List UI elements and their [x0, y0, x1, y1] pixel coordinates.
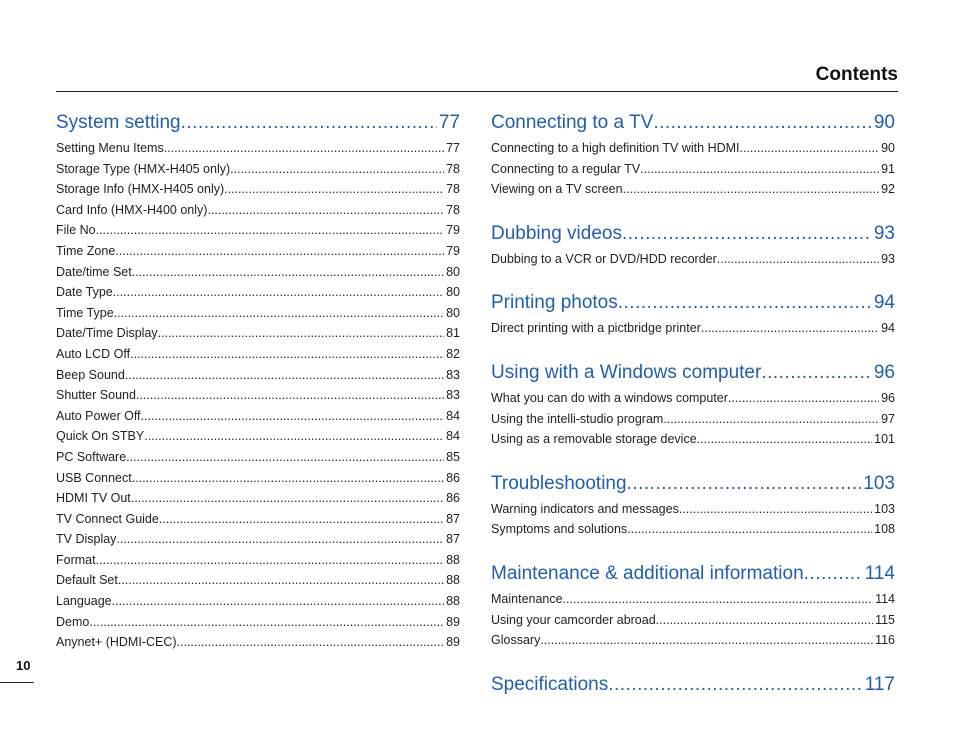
toc-entry-label: Setting Menu Items [56, 141, 164, 155]
toc-entry-label: File No. [56, 223, 100, 238]
toc-entry-label: Auto Power Off [56, 408, 141, 423]
toc-entry-link[interactable] [491, 429, 895, 450]
dot-leader [563, 589, 873, 610]
toc-section-page: 77 [438, 112, 460, 133]
toc-entry-link[interactable] [56, 323, 460, 344]
toc-entry-page: 80 [446, 305, 460, 320]
toc-entry-page: 83 [446, 388, 460, 403]
toc-section-page: 90 [873, 112, 895, 133]
toc-entry-page: 92 [881, 182, 895, 197]
toc-entry-page: 108 [874, 522, 895, 537]
dot-leader [144, 426, 444, 447]
toc-entry-label: Using your camcorder abroad [491, 612, 656, 627]
toc-entry-page: 101 [874, 432, 895, 447]
dot-leader [804, 561, 863, 587]
toc-entry-link[interactable] [56, 406, 460, 427]
toc-entry-link[interactable] [56, 241, 460, 262]
toc-section-title: Maintenance & additional information [491, 562, 804, 584]
toc-section-heading-link[interactable] [491, 561, 895, 587]
toc-entry-page: 114 [875, 591, 895, 606]
dot-leader [207, 200, 444, 221]
toc-entry-link[interactable] [491, 159, 895, 180]
toc-entry-page: 87 [446, 532, 460, 547]
toc-entry-label: Date/Time Display [56, 326, 158, 341]
toc-entry-link[interactable] [491, 610, 895, 631]
toc-entry-label: Card Info (HMX-H400 only) [56, 202, 208, 217]
toc-entry-page: 80 [446, 264, 460, 279]
dot-leader [130, 344, 444, 365]
toc-entry-link[interactable] [491, 249, 895, 270]
toc-section-printing-photos [491, 290, 895, 339]
header-rule [56, 91, 898, 92]
toc-entry-link[interactable] [56, 282, 460, 303]
toc-entry-page: 84 [446, 429, 460, 444]
dot-leader [118, 570, 444, 591]
toc-entry-page: 103 [874, 501, 895, 516]
toc-entry-label: PC Software [56, 449, 127, 464]
toc-entry-label: Default Set [56, 573, 118, 588]
toc-entry-label: Symptoms and solutions [491, 522, 628, 537]
toc-section-page: 117 [864, 673, 895, 695]
toc-entry-list [56, 138, 460, 653]
toc-section-page: 96 [873, 361, 895, 383]
toc-entry-page: 86 [446, 470, 460, 485]
toc-section-system-setting [56, 110, 460, 653]
toc-entry-label: TV Display [56, 532, 117, 547]
toc-entry-page: 87 [446, 511, 460, 526]
toc-entry-page: 84 [446, 408, 460, 423]
dot-leader [623, 179, 880, 200]
toc-entry-link[interactable] [56, 426, 460, 447]
toc-entry-label: Glossary [491, 633, 541, 648]
dot-leader [158, 323, 444, 344]
dot-leader [99, 220, 444, 241]
toc-entry-link[interactable] [491, 589, 895, 610]
dot-leader [697, 429, 872, 450]
toc-entry-link[interactable] [56, 220, 460, 241]
toc-entry-label: TV Connect Guide [56, 511, 159, 526]
toc-entry-page: 89 [446, 614, 460, 629]
toc-entry-label: Connecting to a high definition TV with HDMI [491, 141, 740, 155]
toc-entry-page: 83 [446, 367, 460, 382]
toc-section-title: Connecting to a TV [491, 112, 654, 133]
toc-section-heading-link[interactable] [491, 221, 895, 247]
toc-entry-link[interactable] [56, 159, 460, 180]
toc-entry-page: 78 [446, 182, 460, 197]
page-number-box [0, 652, 34, 683]
toc-entry-label: Auto LCD Off [56, 346, 131, 361]
toc-entry-link[interactable] [491, 388, 895, 409]
toc-entry-link[interactable] [56, 262, 460, 283]
toc-entry-page: 88 [446, 573, 460, 588]
toc-entry-label: Maintenance [491, 591, 563, 606]
dot-leader [656, 610, 873, 631]
toc-entry-page: 115 [875, 612, 895, 627]
toc-entry-page: 88 [446, 594, 460, 609]
toc-entry-label: Shutter Sound [56, 388, 136, 403]
toc-entry-page: 79 [446, 243, 460, 258]
dot-leader [761, 360, 872, 386]
toc-entry-list [491, 499, 895, 540]
toc-entry-page: 80 [446, 285, 460, 300]
toc-section-page: 114 [864, 562, 895, 584]
toc-entry-link[interactable] [491, 179, 895, 200]
toc-entry-link[interactable] [491, 409, 895, 430]
toc-section-title: Printing photos [491, 292, 618, 314]
toc-entry-link[interactable] [56, 385, 460, 406]
toc-entry-page: 86 [446, 491, 460, 506]
dot-leader [96, 550, 445, 571]
toc-entry-label: Anynet+ (HDMI-CEC) [56, 635, 177, 650]
toc-entry-link[interactable] [56, 365, 460, 386]
toc-entry-page: 116 [875, 633, 895, 648]
dot-leader [608, 672, 862, 698]
toc-section-title: Dubbing videos [491, 222, 622, 244]
toc-entry-link[interactable] [56, 612, 460, 633]
toc-section-title: Troubleshooting [491, 472, 627, 494]
toc-entry-label: Format [56, 552, 96, 567]
toc-entry-page: 78 [446, 161, 460, 176]
dot-leader [112, 591, 444, 612]
toc-left-column [56, 110, 460, 653]
toc-entry-label: Using as a removable storage device [491, 432, 697, 447]
dot-leader [113, 282, 444, 303]
toc-section-heading-link[interactable] [491, 110, 895, 136]
toc-entry-label: Date/time Set [56, 264, 132, 279]
dot-leader [640, 159, 879, 180]
toc-entry-link[interactable] [56, 179, 460, 200]
toc-entry-label: Storage Type (HMX-H405 only) [56, 161, 231, 176]
dot-leader [159, 509, 444, 530]
dot-leader [89, 612, 444, 633]
dot-leader [132, 262, 444, 283]
toc-entry-list [491, 589, 895, 651]
dot-leader [224, 179, 444, 200]
toc-section-troubleshooting [491, 471, 895, 540]
toc-entry-link[interactable] [56, 200, 460, 221]
dot-leader [132, 468, 444, 489]
toc-entry-page: 88 [446, 552, 460, 567]
toc-entry-link[interactable] [56, 529, 460, 550]
dot-leader [116, 529, 444, 550]
toc-section-title: Specifications [491, 673, 609, 695]
dot-leader [701, 318, 879, 339]
dot-leader [230, 159, 444, 180]
dot-leader [679, 499, 872, 520]
dot-leader [728, 388, 879, 409]
toc-entry-label: Dubbing to a VCR or DVD/HDD recorder [491, 251, 717, 266]
dot-leader [717, 249, 879, 270]
toc-entry-label: Time Zone [56, 243, 116, 258]
toc-entry-link[interactable] [56, 303, 460, 324]
toc-entry-list [491, 138, 895, 200]
toc-section-title: Using with a Windows computer [491, 361, 762, 383]
toc-entry-page: 79 [446, 223, 460, 238]
toc-entry-link[interactable] [491, 318, 895, 339]
dot-leader [131, 488, 444, 509]
toc-entry-list [491, 318, 895, 339]
dot-leader [177, 632, 445, 653]
toc-entry-page: 78 [446, 202, 460, 217]
toc-entry-page: 97 [881, 411, 895, 426]
page-number: 10 [16, 658, 31, 673]
toc-entry-page: 90 [881, 141, 895, 155]
toc-entry-link[interactable] [56, 344, 460, 365]
dot-leader [653, 110, 872, 136]
toc-entry-label: Beep Sound [56, 367, 125, 382]
dot-leader [181, 110, 437, 136]
toc-entry-label: Language [56, 594, 112, 609]
dot-leader [540, 630, 873, 651]
page-title: Contents [815, 64, 898, 85]
toc-section-maintenance-additional-information [491, 561, 895, 651]
toc-section-heading-link[interactable] [56, 110, 460, 136]
toc-section-heading-link[interactable] [491, 290, 895, 316]
toc-entry-label: Time Type [56, 305, 114, 320]
toc-entry-label: HDMI TV Out [56, 491, 131, 506]
toc-entry-page: 96 [881, 390, 895, 405]
dot-leader [740, 138, 880, 159]
dot-leader [627, 519, 872, 540]
toc-section-heading-link[interactable] [491, 672, 895, 698]
toc-entry-label: Using the intelli-studio program [491, 411, 664, 426]
toc-entry-list [491, 388, 895, 450]
dot-leader [627, 471, 862, 497]
toc-entry-page: 82 [446, 346, 460, 361]
toc-section-page: 94 [873, 292, 895, 314]
toc-entry-link[interactable] [491, 519, 895, 540]
toc-section-title: System setting [56, 112, 181, 133]
toc-section-specifications [491, 672, 895, 698]
toc-section-using-with-a-windows-computer [491, 360, 895, 450]
toc-section-connecting-to-a-tv [491, 110, 895, 200]
toc-entry-link[interactable] [56, 468, 460, 489]
dot-leader [618, 290, 872, 316]
dot-leader [136, 385, 444, 406]
toc-entry-link[interactable] [56, 550, 460, 571]
toc-entry-page: 85 [446, 449, 460, 464]
toc-entry-label: What you can do with a windows computer [491, 390, 728, 405]
toc-entry-page: 81 [446, 326, 460, 341]
toc-entry-label: Warning indicators and messages [491, 501, 679, 516]
toc-entry-page: 94 [881, 321, 895, 336]
toc-entry-label: Storage Info (HMX-H405 only) [56, 182, 225, 197]
toc-entry-link[interactable] [56, 488, 460, 509]
toc-entry-list [491, 249, 895, 270]
toc-entry-link[interactable] [56, 509, 460, 530]
toc-entry-link[interactable] [56, 632, 460, 653]
toc-entry-page: 77 [446, 141, 460, 155]
toc-entry-label: Direct printing with a pictbridge printer [491, 321, 701, 336]
toc-entry-label: Demo [56, 614, 90, 629]
toc-section-dubbing-videos [491, 221, 895, 270]
toc-entry-link[interactable] [491, 630, 895, 651]
toc-section-page: 103 [863, 472, 895, 494]
toc-entry-link[interactable] [491, 499, 895, 520]
toc-section-heading-link[interactable] [491, 360, 895, 386]
toc-entry-page: 89 [446, 635, 460, 650]
toc-entry-link[interactable] [56, 447, 460, 468]
dot-leader [663, 409, 879, 430]
dot-leader [114, 303, 444, 324]
toc-entry-label: Viewing on a TV screen [491, 182, 623, 197]
toc-entry-label: Quick On STBY [56, 429, 145, 444]
toc-entry-link[interactable] [491, 138, 895, 159]
toc-entry-link[interactable] [56, 570, 460, 591]
toc-section-heading-link[interactable] [491, 471, 895, 497]
dot-leader [164, 138, 444, 159]
toc-entry-link[interactable] [56, 138, 460, 159]
toc-entry-label: USB Connect [56, 470, 132, 485]
toc-section-page: 93 [873, 222, 895, 244]
toc-entry-label: Connecting to a regular TV [491, 161, 641, 176]
toc-entry-link[interactable] [56, 591, 460, 612]
dot-leader [115, 241, 444, 262]
dot-leader [126, 447, 444, 468]
toc-right-column [491, 110, 895, 698]
dot-leader [141, 406, 445, 427]
toc-entry-label: Date Type [56, 285, 113, 300]
toc-entry-page: 91 [881, 161, 895, 176]
toc-entry-page: 93 [881, 251, 895, 266]
dot-leader [125, 365, 444, 386]
dot-leader [622, 221, 872, 247]
